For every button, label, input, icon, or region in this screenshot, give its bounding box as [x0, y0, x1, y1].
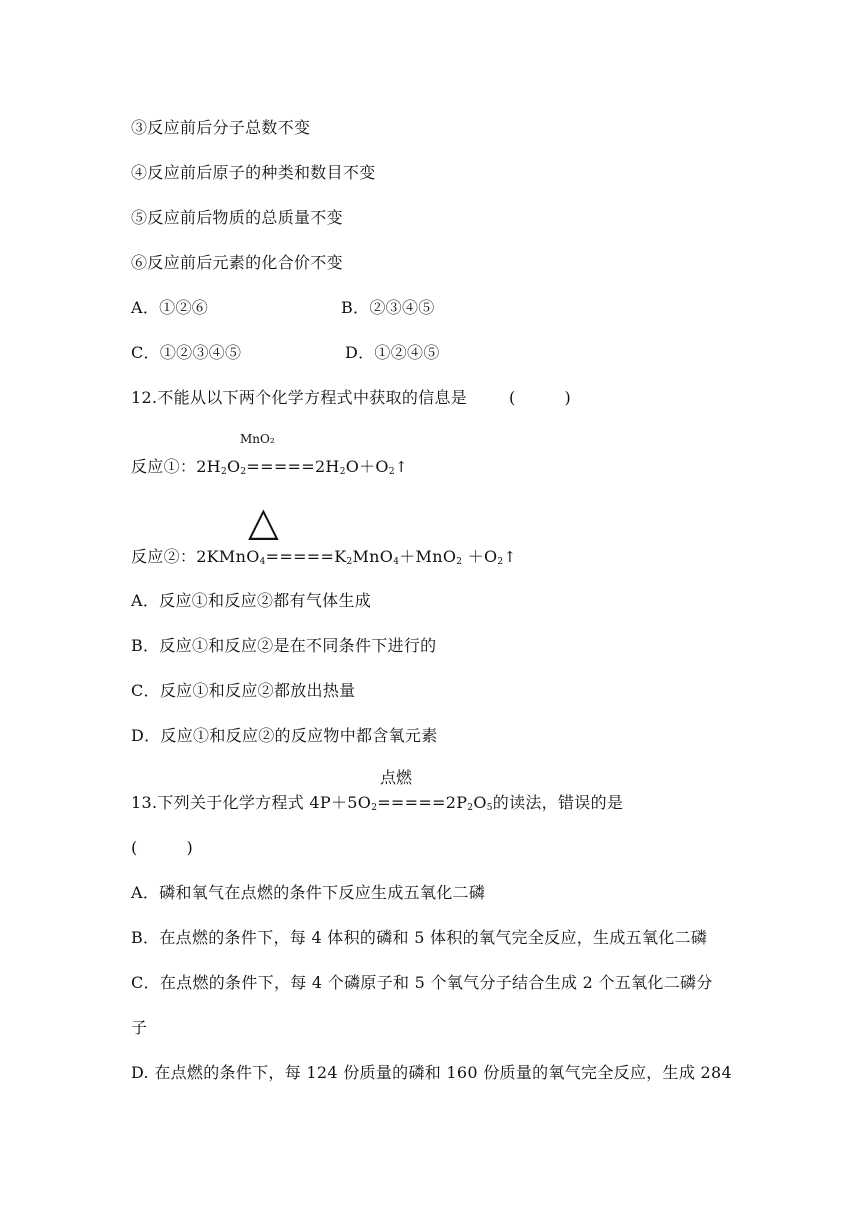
eq1-sub: 2	[388, 467, 395, 477]
eq1-part: =====2H	[246, 457, 340, 476]
ignition-condition: 点燃	[380, 768, 413, 787]
q13-stem-part: 13.下列关于化学方程式 4P＋5O	[131, 793, 372, 812]
q13-option-d: D. 在点燃的条件下，每 124 份质量的磷和 160 份质量的氧气完全反应，生成 284	[131, 1063, 732, 1082]
q13-stem-part: 的读法，错误的是	[492, 793, 624, 812]
q12-option-b: B．反应①和反应②是在不同条件下进行的	[131, 636, 437, 655]
statement-5: ⑤反应前后物质的总质量不变	[131, 208, 343, 227]
eq2-part: ＋O	[462, 547, 498, 566]
eq2-sub: 2	[497, 557, 504, 567]
gas-arrow-icon: ↑	[503, 548, 517, 566]
eq2-sub: 2	[456, 557, 463, 567]
eq1-sub: 2	[240, 467, 247, 477]
eq1-part: 2H	[196, 457, 221, 476]
eq2-sub: 4	[393, 557, 400, 567]
heat-triangle-icon: △	[248, 499, 279, 545]
reaction-2-equation	[131, 547, 516, 567]
eq2-part: ＋MnO	[399, 547, 457, 566]
eq2-part: 2KMnO	[196, 547, 260, 566]
q12-answer-paren: ( )	[509, 388, 572, 407]
q12-option-a: A．反应①和反应②都有气体生成	[131, 591, 372, 610]
q13-sub: 5	[486, 803, 493, 813]
eq2-sub: 4	[259, 557, 266, 567]
q13-stem-part: =====2P	[377, 793, 468, 812]
q13-sub: 2	[467, 803, 474, 813]
q12-option-d: D．反应①和反应②的反应物中都含氧元素	[131, 726, 438, 745]
q12-stem	[131, 388, 571, 408]
reaction-1-catalyst: MnO₂	[240, 432, 275, 446]
statement-6: ⑥反应前后元素的化合价不变	[131, 253, 343, 272]
q12-stem-text: 12.不能从以下两个化学方程式中获取的信息是	[131, 388, 468, 407]
q13-option-c: C．在点燃的条件下，每 4 个磷原子和 5 个氧气分子结合生成 2 个五氧化二磷分	[131, 973, 713, 992]
statement-3: ③反应前后分子总数不变	[131, 118, 311, 137]
gas-arrow-icon: ↑	[394, 458, 408, 476]
reaction-1-label: 反应①：	[131, 457, 197, 476]
q11-option-d: D．①②④⑤	[345, 343, 440, 362]
q13-option-b: B．在点燃的条件下，每 4 体积的磷和 5 体积的氧气完全反应，生成五氧化二磷	[131, 928, 708, 947]
q11-option-b: B．②③④⑤	[341, 298, 435, 317]
eq1-part: O	[226, 457, 241, 476]
eq2-part: =====K	[265, 547, 347, 566]
reaction-2-label: 反应②：	[131, 547, 197, 566]
q13-answer-paren: ( )	[131, 838, 193, 857]
reaction-1-equation	[131, 457, 408, 477]
q11-option-a: A．①②⑥	[131, 298, 209, 317]
eq2-sub: 2	[346, 557, 353, 567]
q11-option-c: C．①②③④⑤	[131, 343, 242, 362]
q13-sub: 2	[371, 803, 378, 813]
eq1-part: O＋O	[345, 457, 389, 476]
q13-option-c-continued: 子	[131, 1018, 148, 1037]
q13-option-a: A．磷和氧气在点燃的条件下反应生成五氧化二磷	[131, 883, 486, 902]
q13-stem	[131, 793, 623, 813]
eq2-part: MnO	[352, 547, 394, 566]
q13-stem-part: O	[473, 793, 487, 812]
statement-4: ④反应前后原子的种类和数目不变	[131, 163, 376, 182]
eq1-sub: 2	[220, 467, 227, 477]
q12-option-c: C．反应①和反应②都放出热量	[131, 681, 356, 700]
eq1-sub: 2	[339, 467, 346, 477]
